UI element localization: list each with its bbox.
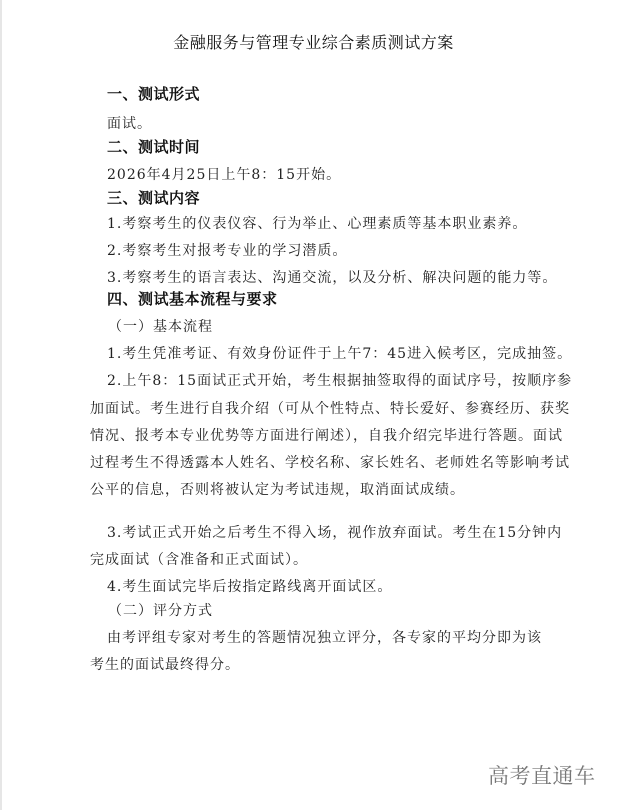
section-heading-format: 一、测试形式 bbox=[107, 85, 201, 103]
subsection-heading: （一）基本流程 bbox=[108, 319, 213, 335]
section-text: 4.考生面试完毕后按指定路线离开面试区。 bbox=[107, 579, 393, 595]
section-text: 1.考生凭准考证、有效身份证件于上午7：45进入候考区，完成抽签。 bbox=[107, 346, 573, 362]
section-text: 过程考生不得透露本人姓名、学校名称、家长姓名、老师姓名等影响考试 bbox=[90, 455, 570, 471]
section-text: 由考评组专家对考生的答题情况独立评分，各专家的平均分即为该 bbox=[107, 630, 542, 646]
subsection-heading: （二）评分方式 bbox=[108, 603, 213, 619]
section-heading-process: 四、测试基本流程与要求 bbox=[107, 290, 278, 308]
section-text: 面试。 bbox=[107, 116, 152, 132]
section-text: 考生的面试最终得分。 bbox=[90, 657, 240, 673]
section-text: 情况、报考本专业优势等方面进行阐述），自我介绍完毕进行答题。面试 bbox=[90, 428, 563, 444]
page-edge bbox=[0, 0, 2, 810]
section-text: 3.考察考生的语言表达、沟通交流，以及分析、解决问题的能力等。 bbox=[107, 270, 558, 286]
section-text: 加面试。考生进行自我介绍（可从个性特点、特长爱好、参赛经历、获奖 bbox=[90, 401, 570, 417]
section-text: 公平的信息，否则将被认定为考试违规，取消面试成绩。 bbox=[90, 482, 465, 498]
section-text: 2.上午8：15面试正式开始，考生根据抽签取得的面试序号，按顺序参 bbox=[107, 373, 573, 389]
section-text: 完成面试（含准备和正式面试）。 bbox=[90, 552, 308, 568]
section-text: 2.考察考生对报考专业的学习潜质。 bbox=[107, 243, 348, 259]
section-text: 1.考察考生的仪表仪容、行为举止、心理素质等基本职业素养。 bbox=[107, 216, 528, 232]
document-title: 金融服务与管理专业综合素质测试方案 bbox=[173, 33, 454, 52]
section-text: 2026年4月25日上午8：15开始。 bbox=[107, 167, 342, 183]
section-heading-content: 三、测试内容 bbox=[107, 189, 201, 207]
watermark: 高考直通车 bbox=[488, 764, 596, 788]
section-text: 3.考试正式开始之后考生不得入场，视作放弃面试。考生在15分钟内 bbox=[107, 525, 563, 541]
section-heading-time: 二、测试时间 bbox=[107, 138, 201, 156]
